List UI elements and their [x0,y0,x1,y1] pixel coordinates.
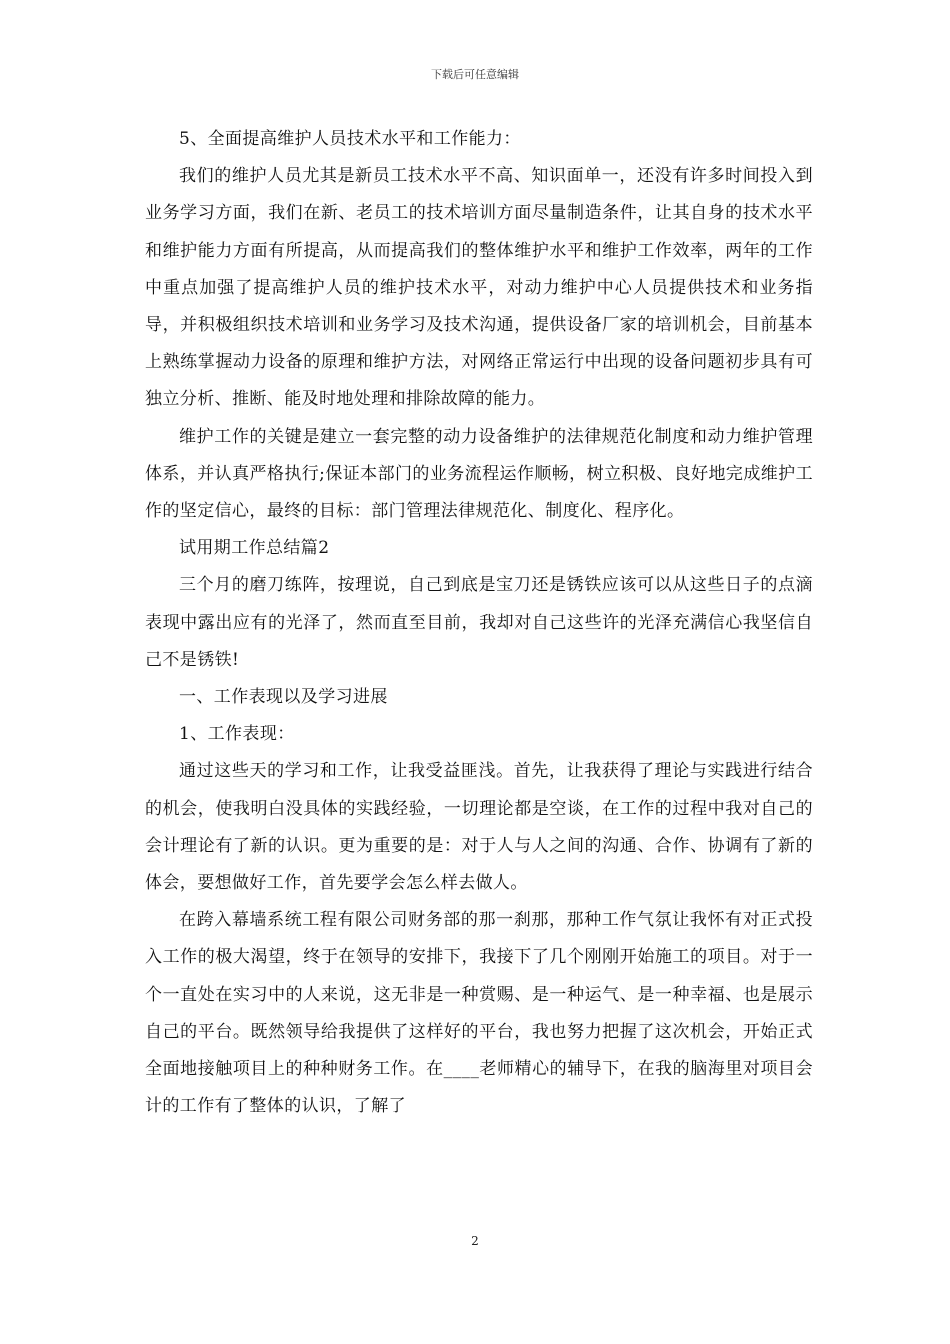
document-body [145,121,813,1125]
page-header: 下载后可任意编辑 [431,68,519,81]
page-number: 2 [471,1234,479,1248]
paragraph-section-title: 试用期工作总结篇2 [179,538,330,559]
paragraph-maintenance-key: 维护工作的关键是建立一套完整的动力设备维护的法律规范化制度和动力维护管理体系，并认真严格执行;保证本部门的业务流程运作顺畅，树立积极、良好地完成维护工作的坚定信心，最终的目标：部门管理法律规范化、制度化、程序化。 [145,426,813,522]
paragraph-maintenance-staff: 我们的维护人员尤其是新员工技术水平不高、知识面单一，还没有许多时间投入到业务学习方面，我们在新、老员工的技术培训方面尽量制造条件，让其自身的技术水平和维护能力方面有所提高，从而提高我们的整体维护水平和维护工作效率，两年的工作中重点加强了提高维护人员的维护技术水平，对动力维护中心人员提供技术和业务指导，并积极组织技术培训和业务学习及技术沟通，提供设备厂家的培训机会，目前基本上熟练掌握动力设备的原理和维护方法，对网络正常运行中出现的设备问题初步具有可独立分析、推断、能及时地处理和排除故障的能力。 [145,166,813,410]
paragraph-finance-dept: 在跨入幕墙系统工程有限公司财务部的那一刹那，那种工作气氛让我怀有对正式投入工作的极大渴望，终于在领导的安排下，我接下了几个刚刚开始施工的项目。对于一个一直处在实习中的人来说，这无非是一种赏赐、是一种运气、是一种幸福、也是展示自己的平台。既然领导给我提供了这样好的平台，我也努力把握了这次机会，开始正式全面地接触项目上的种种财务工作。在____老师精心的辅导下，在我的脑海里对项目会计的工作有了整体的认识，了解了 [145,910,813,1117]
paragraph-heading-one: 一、工作表现以及学习进展 [179,687,388,708]
paragraph-three-months: 三个月的磨刀练阵，按理说，自己到底是宝刀还是锈铁应该可以从这些日子的点滴表现中露出应有的光泽了，然而直至目前，我却对自己这些许的光泽充满信心我坚信自己不是锈铁! [145,575,813,670]
paragraph-learning: 通过这些天的学习和工作，让我受益匪浅。首先，让我获得了理论与实践进行结合的机会，使我明白没具体的实践经验，一切理论都是空谈，在工作的过程中我对自己的会计理论有了新的认识。更为重要的是：对于人与人之间的沟通、合作、协调有了新的体会，要想做好工作，首先要学会怎么样去做人。 [145,761,813,894]
paragraph-heading-5: 5、全面提高维护人员技术水平和工作能力： [179,129,521,149]
paragraph-heading-work: 1、工作表现： [179,724,295,745]
